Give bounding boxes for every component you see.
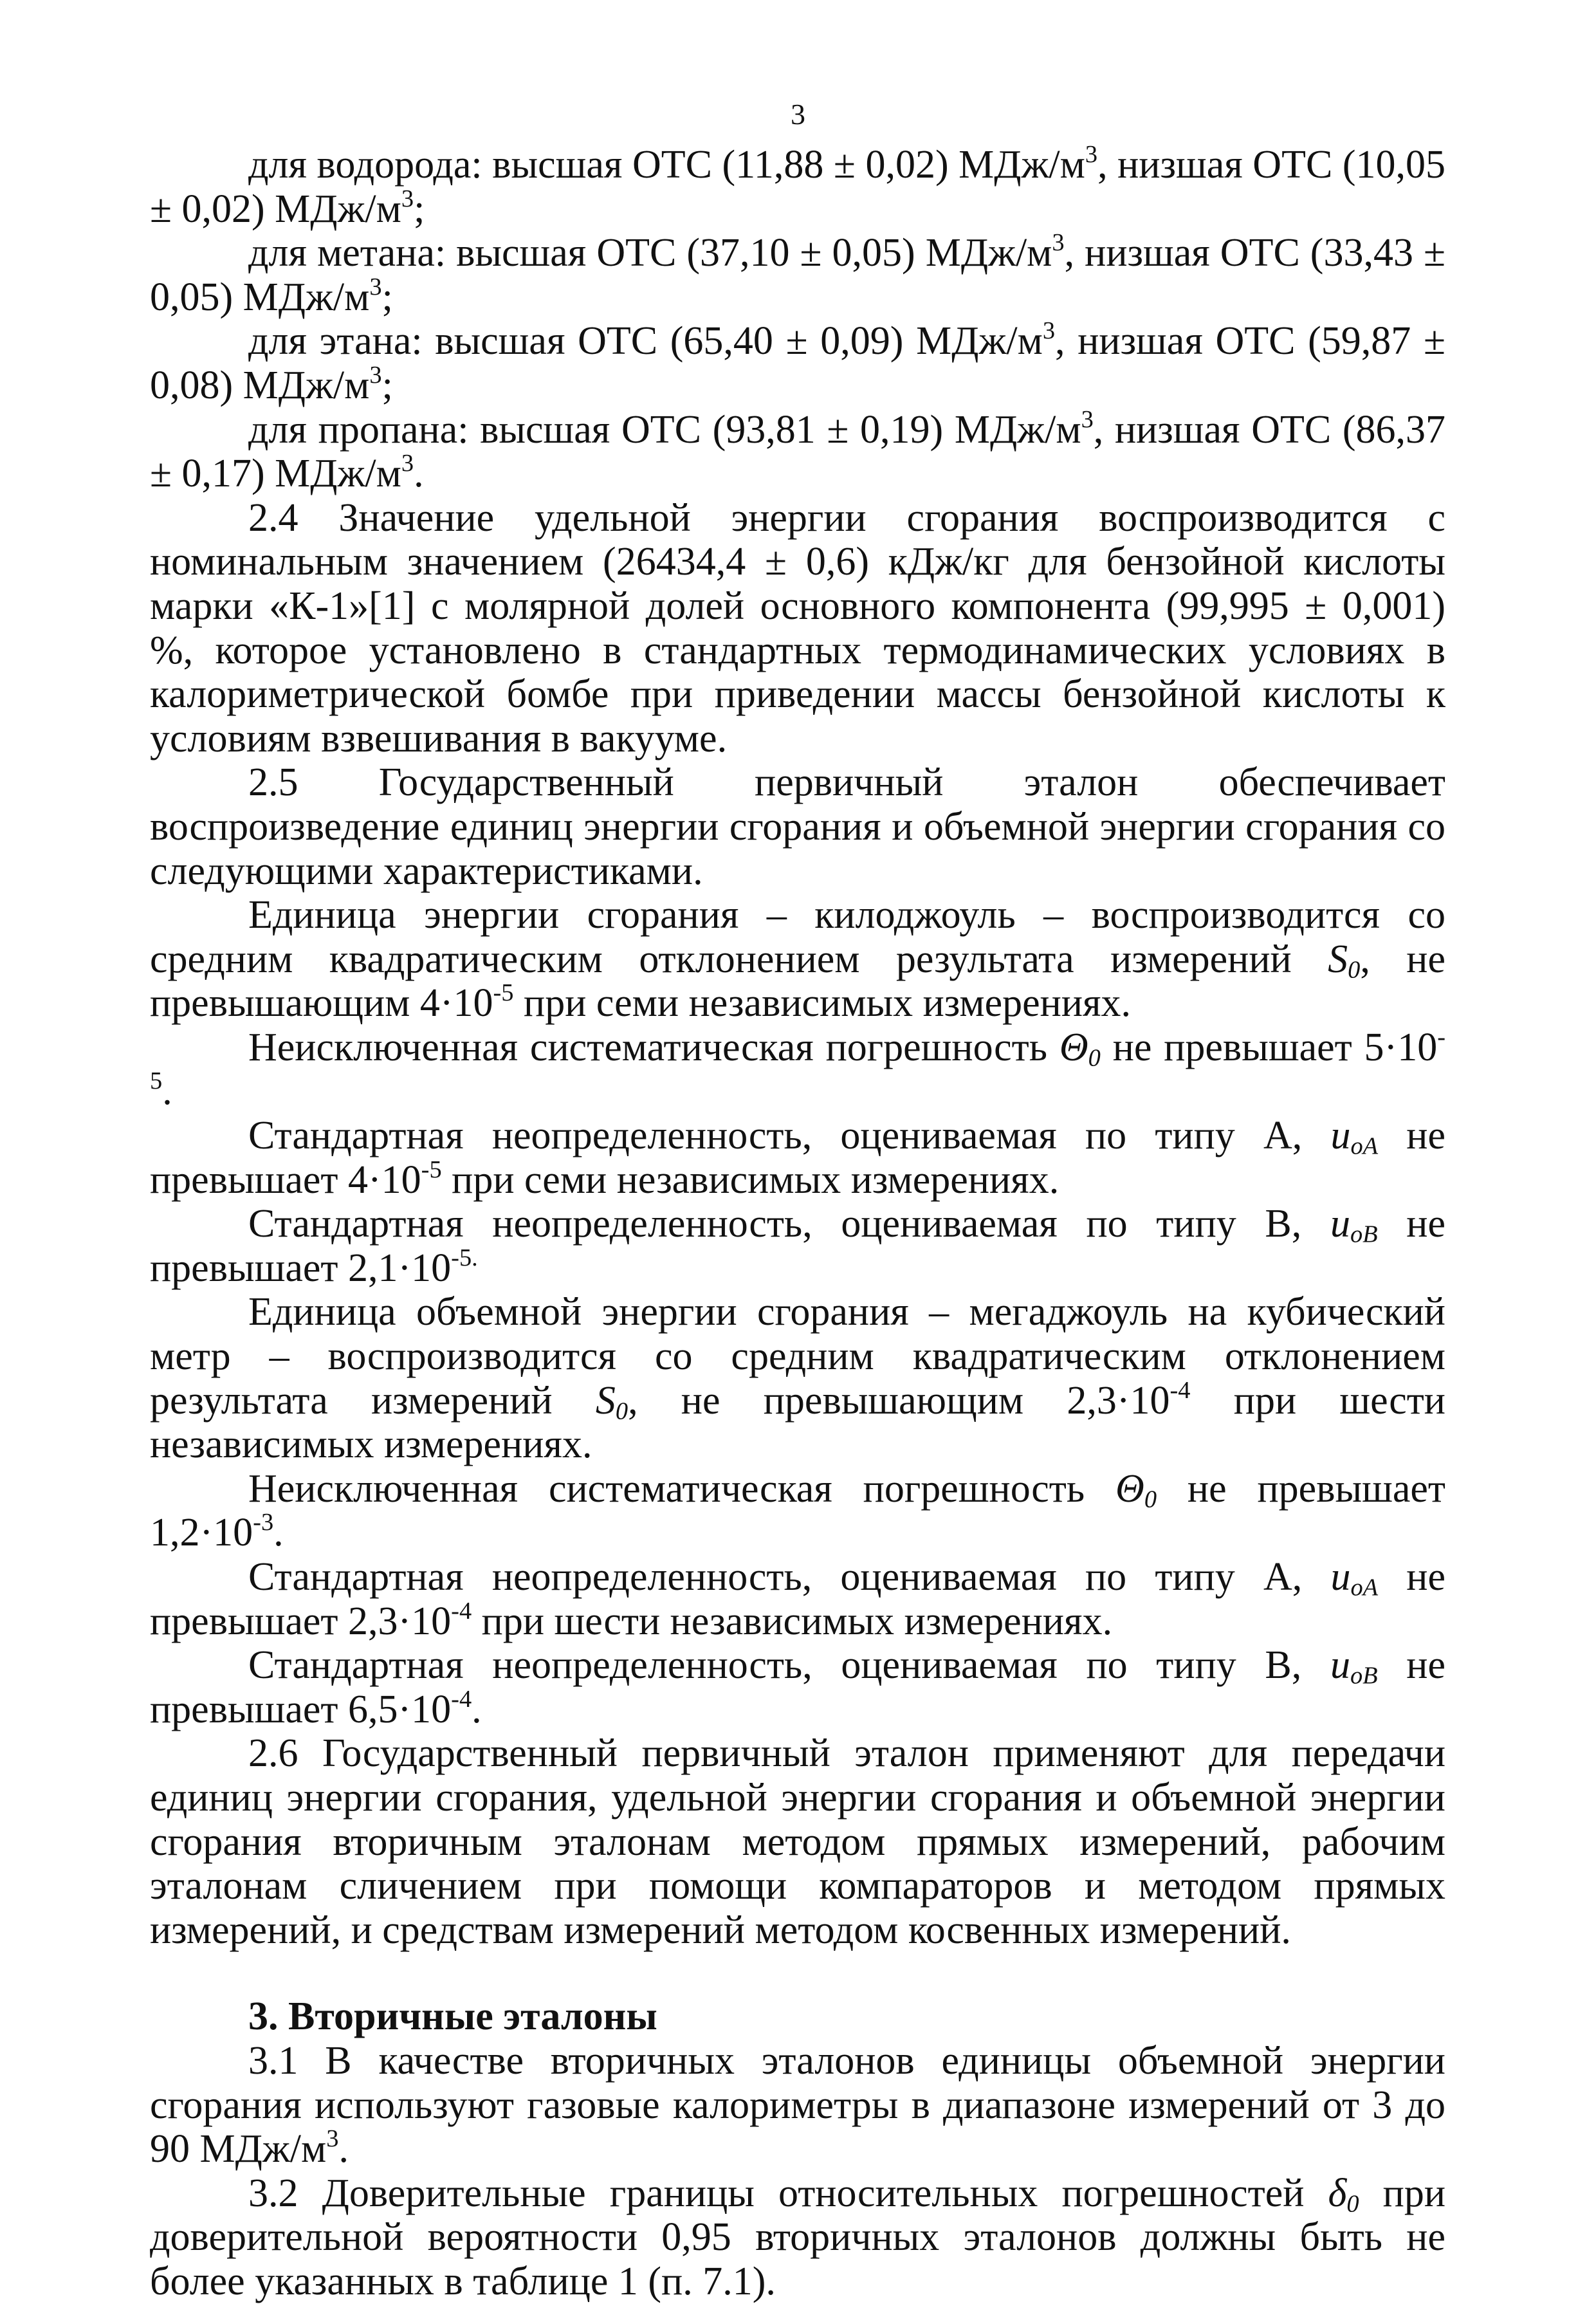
symbol-s: S [1328, 937, 1348, 981]
text: . [338, 2127, 349, 2171]
punctuation: . [414, 452, 424, 496]
volumetric-sko [150, 1290, 1445, 1466]
punctuation: ; [381, 363, 393, 407]
subscript: oA [1350, 1132, 1379, 1160]
fuel-ethane [150, 319, 1445, 407]
superscript: -5 [421, 1156, 442, 1183]
symbol-theta: Θ [1115, 1466, 1144, 1511]
paragraph-3-2 [150, 2171, 1445, 2304]
superscript: -5. [451, 1244, 478, 1272]
text: не превышает 6,5·10 [150, 1643, 1446, 1731]
symbol-u: u [1330, 1202, 1350, 1246]
superscript: -4 [1169, 1376, 1191, 1404]
fuel-propane-lower: , низшая ОТС (86,37 ± 0,17) МДж/м [150, 407, 1445, 496]
text: . [162, 1069, 172, 1114]
text: Неисключенная систематическая погрешность [248, 1025, 1059, 1069]
text: Стандартная неопределенность, оцениваемая по типу А, [248, 1114, 1331, 1158]
page-number: 3 [791, 98, 805, 131]
fuel-hydrogen-higher: для водорода: высшая ОТС (11,88 ± 0,02) МДж/м [248, 143, 1085, 187]
volumetric-ua [150, 1555, 1445, 1643]
fuel-methane-lower: , низшая ОТС (33,43 ± 0,05) МДж/м [150, 231, 1445, 319]
text: 3.1 В качестве вторичных эталонов единицы объемной энергии сгорания используют газовые калориметры в диапазоне измерений от 3 до 90 МДж/м [150, 2038, 1445, 2171]
subscript: 0 [1144, 1486, 1157, 1513]
fuel-ethane-lower: , низшая ОТС (59,87 ± 0,08) МДж/м [150, 319, 1446, 407]
text: при семи независимых измерениях. [513, 981, 1132, 1026]
text: не превышает 1,2·10 [150, 1466, 1446, 1555]
text: не превышает 2,3·10 [150, 1555, 1446, 1643]
superscript: 3 [1052, 229, 1065, 257]
symbol-delta: δ [1328, 2171, 1347, 2215]
superscript: 3 [1042, 317, 1056, 345]
punctuation: ; [414, 187, 425, 231]
superscript: 3 [1085, 141, 1098, 169]
symbol-s: S [595, 1378, 616, 1423]
text: при шести независимых измерениях. [472, 1599, 1113, 1643]
text: Стандартная неопределенность, оцениваемая по типу В, [248, 1643, 1330, 1688]
subscript: 0 [615, 1397, 628, 1425]
text: . [472, 1687, 482, 1731]
text: Стандартная неопределенность, оцениваемая по типу В, [248, 1202, 1330, 1246]
superscript: -4 [451, 1685, 472, 1713]
paragraph-2-6: 2.6 Государственный первичный эталон применяют для передачи единиц энергии сгорания, удельной энергии сгорания и объемной энергии сгорания вторичным эталонам методом прямых измерений, рабочим эталонам сличением при помощи компараторов и методом прямых измерений, и средствам измерений методом косвенных измерений. [150, 1731, 1445, 1952]
text: Единица объемной энергии сгорания – мегаджоуль на кубический метр – воспроизводится со средним квадратическим отклонением результата измерений [150, 1290, 1445, 1423]
text: 3.2 Доверительные границы относительных погрешностей [248, 2171, 1328, 2215]
energy-sko [150, 893, 1445, 1026]
superscript: 3 [401, 185, 414, 212]
text: . [273, 1511, 284, 1555]
text: не превышает 4·10 [150, 1114, 1446, 1202]
text: , не превышающим 4·10 [150, 937, 1445, 1026]
text: не превышает 5·10 [1100, 1025, 1438, 1069]
text: , не превышающим 2,3·10 [628, 1378, 1170, 1423]
superscript: 3 [326, 2125, 339, 2153]
text: Единица энергии сгорания – килоджоуль – воспроизводится со средним квадратическим отклонением результата измерений [150, 893, 1445, 981]
subscript: oB [1350, 1662, 1378, 1690]
fuel-methane [150, 231, 1445, 319]
superscript: -3 [253, 1509, 274, 1536]
subscript: 0 [1348, 956, 1361, 984]
text: не превышает 2,1·10 [150, 1202, 1446, 1290]
subscript: 0 [1346, 2190, 1359, 2218]
fuel-hydrogen-lower: , низшая ОТС (10,05 ± 0,02) МДж/м [150, 143, 1445, 231]
superscript: -5 [150, 1024, 1445, 1095]
text: Стандартная неопределенность, оцениваемая по типу А, [248, 1555, 1331, 1599]
fuel-methane-higher: для метана: высшая ОТС (37,10 ± 0,05) МДж/м [248, 231, 1052, 275]
subscript: oB [1350, 1221, 1378, 1248]
paragraph-3-1 [150, 2039, 1445, 2171]
energy-ua [150, 1114, 1445, 1202]
symbol-u: u [1330, 1643, 1350, 1688]
fuel-hydrogen [150, 143, 1445, 231]
subscript: oA [1350, 1574, 1379, 1601]
paragraph-2-5: 2.5 Государственный первичный эталон обеспечивает воспроизведение единиц энергии сгорания и объемной энергии сгорания со следующими характеристиками. [150, 760, 1445, 893]
text: при доверительной вероятности 0,95 вторичных эталонов должны быть не более указанных в таблице 1 (п. 7.1). [150, 2171, 1446, 2303]
superscript: -4 [451, 1597, 472, 1625]
page-content [150, 143, 1445, 2304]
superscript: 3 [369, 362, 382, 389]
subscript: 0 [1088, 1044, 1101, 1072]
symbol-theta: Θ [1059, 1025, 1088, 1069]
paragraph-2-4: 2.4 Значение удельной энергии сгорания воспроизводится с номинальным значением (26434,4 ± 0,6) кДж/кг для бензойной кислоты марки «К-1»[1] с молярной долей основного компонента (99,995 ± 0,001) %, которое установлено в стандартных термодинамических условиях в калориметрической бомбе при приведении массы бензойной кислоты к условиям взвешивания в вакууме. [150, 495, 1445, 760]
punctuation: ; [381, 275, 393, 319]
symbol-u: u [1330, 1555, 1351, 1599]
superscript: 3 [1081, 405, 1094, 433]
symbol-u: u [1330, 1114, 1351, 1158]
fuel-propane-higher: для пропана: высшая ОТС (93,81 ± 0,19) МДж/м [248, 407, 1081, 452]
superscript: 3 [401, 450, 414, 477]
text: при шести независимых измерениях. [150, 1378, 1445, 1467]
fuel-propane [150, 405, 1445, 496]
volumetric-theta [150, 1467, 1445, 1555]
text: при семи независимых измерениях. [441, 1157, 1059, 1202]
energy-theta [150, 1026, 1445, 1114]
volumetric-ub [150, 1643, 1445, 1731]
superscript: -5 [493, 979, 514, 1007]
fuel-ethane-higher: для этана: высшая ОТС (65,40 ± 0,09) МДж/м [248, 319, 1043, 364]
superscript: 3 [369, 273, 382, 300]
section-3-heading: 3. Вторичные эталоны [248, 1995, 657, 2039]
text: Неисключенная систематическая погрешность [248, 1466, 1116, 1511]
energy-ub [150, 1202, 1445, 1290]
